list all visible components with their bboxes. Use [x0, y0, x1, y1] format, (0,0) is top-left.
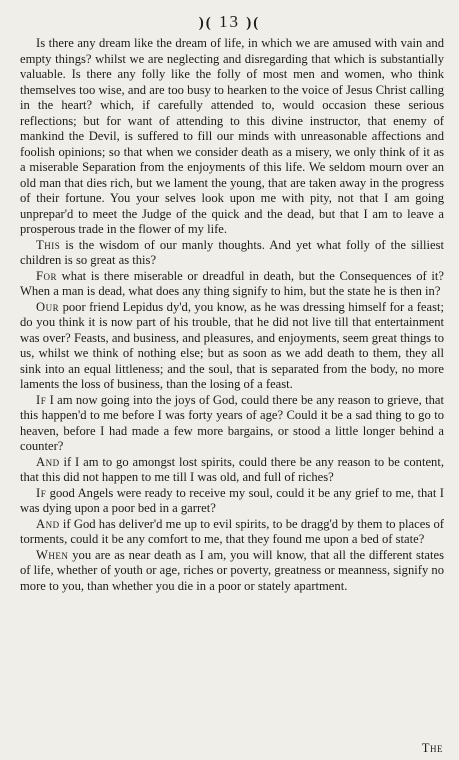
header-ornament-left: )(	[198, 15, 213, 31]
paragraph-text: poor friend Lepidus dy'd, you know, as he was dressing himself for a feast; do you think it is now part of his trouble, that he did not live till that entertainment was over? Feasts, and business, and pleasures, and enjoyments, seem great things to us, whilst we think of nothing else; but as soon as we add death to them, they all sink into an equal littleness; and the soul, that is separated from the body, no more laments the loss of business, than the losing of a feast.	[20, 299, 444, 391]
page-header	[0, 12, 459, 32]
header-ornament-right: )(	[246, 15, 261, 31]
paragraph-lead: This	[36, 237, 61, 252]
paragraph-lead: For	[36, 268, 58, 283]
paragraph	[20, 36, 444, 238]
paragraph-text: I am now going into the joys of God, could there be any reason to grieve, that this happen'd to me before I was forty years of age? Could it be a sad thing to go to heaven, before I had made a few more bargains, or stood a little longer behind a counter?	[20, 392, 444, 453]
paragraph	[20, 517, 444, 548]
paragraph-lead: When	[36, 547, 69, 562]
paragraph	[20, 300, 444, 393]
page-number: 13	[219, 12, 240, 31]
paragraph-text: good Angels were ready to receive my soul, could it be any grief to me, that I was dying upon a poor bed in a garret?	[20, 485, 444, 515]
paragraph	[20, 455, 444, 486]
body-text	[20, 36, 444, 594]
paragraph-text: Is there any dream like the dream of life, in which we are amused with vain and empty things? whilst we are neglecting and disregarding that which is substantially valuable. Is there any folly like the folly of most men and women, who think themselves too wise, and are too busy to hearken to the voice of Jesus Christ calling in the heart? which, if carefully attended to, would occasion these serious reflections; but for want of attending to this divine instructor, that enemy of mankind the Devil, is suffered to fill our minds with unreasonable affections and foolish opinions; so that when we consider death as a misery, we only think of it as a miserable Separation from the enjoyments of this life. We seldom mourn over an old man that dies rich, but we lament the young, that are taken away in the progress of their fortune. You your selves look upon me with pity, not that I am going unprepar'd to meet the Judge of the quick and the dead, but that I am to leave a prosperous trade in the flower of my life.	[20, 36, 444, 236]
paragraph	[20, 486, 444, 517]
catchword: The	[421, 741, 443, 755]
paragraph-lead: And	[36, 454, 60, 469]
paragraph	[20, 238, 444, 269]
paragraph-text: what is there miserable or dreadful in death, but the Consequences of it? When a man is dead, what does any thing signify to him, but the state he is then in?	[20, 268, 444, 298]
paragraph-text: if God has deliver'd me up to evil spirits, to be dragg'd by them to places of torments, could it be any comfort to me, that they found me upon a bed of state?	[20, 516, 444, 546]
paragraph-text: you are as near death as I am, you will know, that all the different states of life, whether of youth or age, riches or poverty, greatness or meanness, signify no more to you, than whether you die in a poor or stately apartment.	[20, 547, 444, 593]
paragraph-lead: If	[36, 392, 47, 407]
paragraph-lead: If	[36, 485, 47, 500]
paragraph	[20, 393, 444, 455]
paragraph	[20, 548, 444, 595]
paragraph-lead: Our	[36, 299, 60, 314]
paragraph-text: is the wisdom of our manly thoughts. And yet what folly of the silliest children is so great as this?	[20, 237, 444, 267]
paragraph	[20, 269, 444, 300]
paragraph-text: if I am to go amongst lost spirits, could there be any reason to be content, that this did not happen to me till I was old, and full of riches?	[20, 454, 444, 484]
paragraph-lead: And	[36, 516, 60, 531]
